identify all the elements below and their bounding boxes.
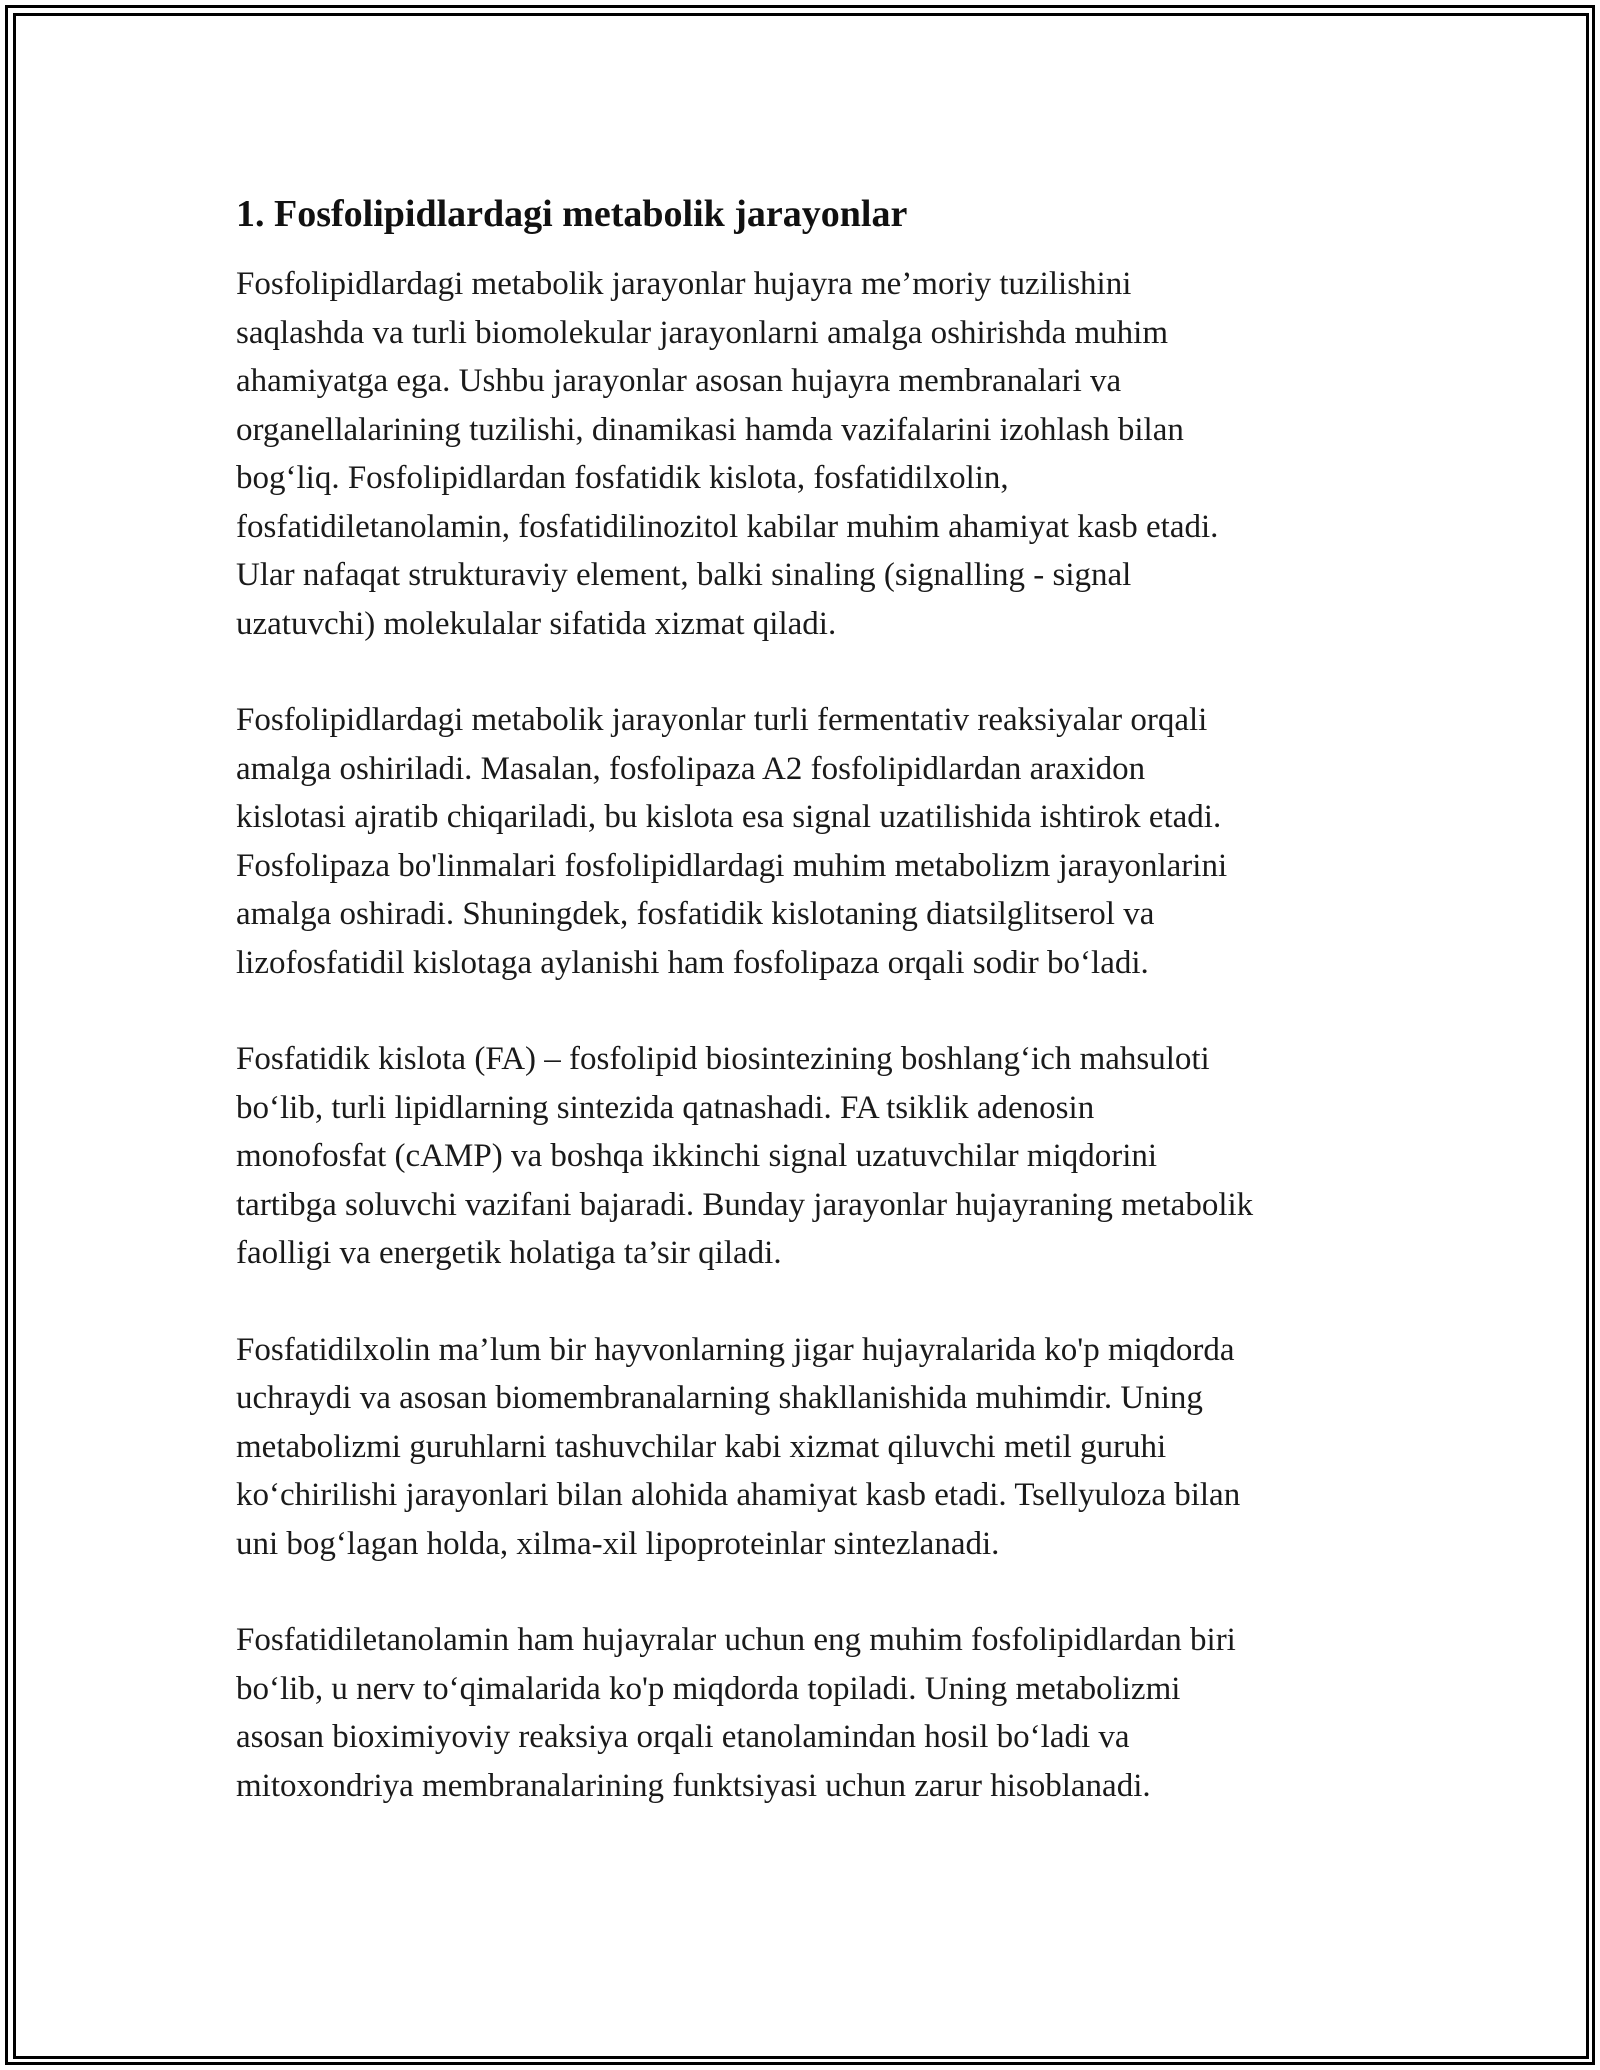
paragraph-line: Fosfolipaza bo'linmalari fosfolipidlardagi muhim metabolizm jarayonlarini — [236, 847, 1228, 884]
paragraph-line: amalga oshiradi. Shuningdek, fosfatidik kislotaning diatsilglitserol va — [236, 896, 1155, 932]
paragraph-line: Fosfatidik kislota (FA) – fosfolipid biosintezining boshlang‘ich mahsuloti — [236, 1041, 1210, 1077]
paragraph-line: uchraydi va asosan biomembranalarning shakllanishida muhimdir. Uning — [236, 1380, 1203, 1416]
paragraph-line: faolligi va energetik holatiga ta’sir qiladi. — [236, 1235, 782, 1271]
section-heading: 1. Fosfolipidlardagi metabolik jarayonlar — [236, 193, 908, 235]
paragraph-line: uni bog‘lagan holda, xilma-xil lipoproteinlar sintezlanadi. — [236, 1525, 1000, 1562]
paragraph-2 — [236, 696, 1386, 987]
paragraph-3 — [236, 1035, 1386, 1278]
paragraph-line: uzatuvchi) molekulalar sifatida xizmat qiladi. — [236, 605, 837, 642]
paragraph-line: ko‘chirilishi jarayonlari bilan alohida ahamiyat kasb etadi. Tsellyuloza bilan — [236, 1477, 1241, 1513]
paragraph-line: bo‘lib, u nerv to‘qimalarida ko'p miqdorda topiladi. Uning metabolizmi — [236, 1670, 1181, 1707]
paragraph-line: amalga oshiriladi. Masalan, fosfolipaza A2 fosfolipidlardan araxidon — [236, 750, 1146, 787]
paragraph-line: Ular nafaqat strukturaviy element, balki sinaling (signalling - signal — [236, 557, 1132, 593]
paragraph-line: monofosfat (cAMP) va boshqa ikkinchi signal uzatuvchilar miqdorini — [236, 1138, 1158, 1174]
paragraph-line: fosfatidiletanolamin, fosfatidilinozitol kabilar muhim ahamiyat kasb etadi. — [236, 508, 1219, 545]
paragraph-line: ahamiyatga ega. Ushbu jarayonlar asosan hujayra membranalari va — [236, 363, 1122, 399]
paragraph-line: kislotasi ajratib chiqariladi, bu kislota esa signal uzatilishida ishtirok etadi. — [236, 799, 1222, 835]
paragraph-line: bo‘lib, turli lipidlarning sintezida qatnashadi. FA tsiklik adenosin — [236, 1089, 1095, 1126]
paragraph-line: Fosfolipidlardagi metabolik jarayonlar hujayra me’moriy tuzilishini — [236, 266, 1132, 302]
paragraph-4 — [236, 1326, 1386, 1569]
paragraph-line: saqlashda va turli biomolekular jarayonlarni amalga oshirishda muhim — [236, 314, 1169, 351]
paragraph-line: bog‘liq. Fosfolipidlardan fosfatidik kislota, fosfatidilxolin, — [236, 460, 1009, 496]
paragraph-line: asosan bioximiyoviy reaksiya orqali etanolamindan hosil bo‘ladi va — [236, 1719, 1130, 1755]
paragraph-line: mitoxondriya membranalarining funktsiyasi uchun zarur hisoblanadi. — [236, 1767, 1151, 1804]
paragraph-line: tartibga soluvchi vazifani bajaradi. Bunday jarayonlar hujayraning metabolik — [236, 1186, 1254, 1223]
paragraph-line: Fosfatidiletanolamin ham hujayralar uchun eng muhim fosfolipidlardan biri — [236, 1622, 1236, 1658]
paragraph-1 — [236, 260, 1386, 648]
paragraph-5 — [236, 1616, 1386, 1810]
paragraph-line: Fosfolipidlardagi metabolik jarayonlar turli fermentativ reaksiyalar orqali — [236, 702, 1208, 738]
paragraph-line: lizofosfatidil kislotaga aylanishi ham fosfolipaza orqali sodir bo‘ladi. — [236, 944, 1149, 981]
paragraph-line: Fosfatidilxolin ma’lum bir hayvonlarning jigar hujayralarida ko'p miqdorda — [236, 1331, 1235, 1368]
document-body — [236, 188, 1386, 1858]
paragraph-line: organellalarining tuzilishi, dinamikasi hamda vazifalarini izohlash bilan — [236, 411, 1184, 448]
paragraph-line: metabolizmi guruhlarni tashuvchilar kabi xizmat qiluvchi metil guruhi — [236, 1428, 1167, 1465]
